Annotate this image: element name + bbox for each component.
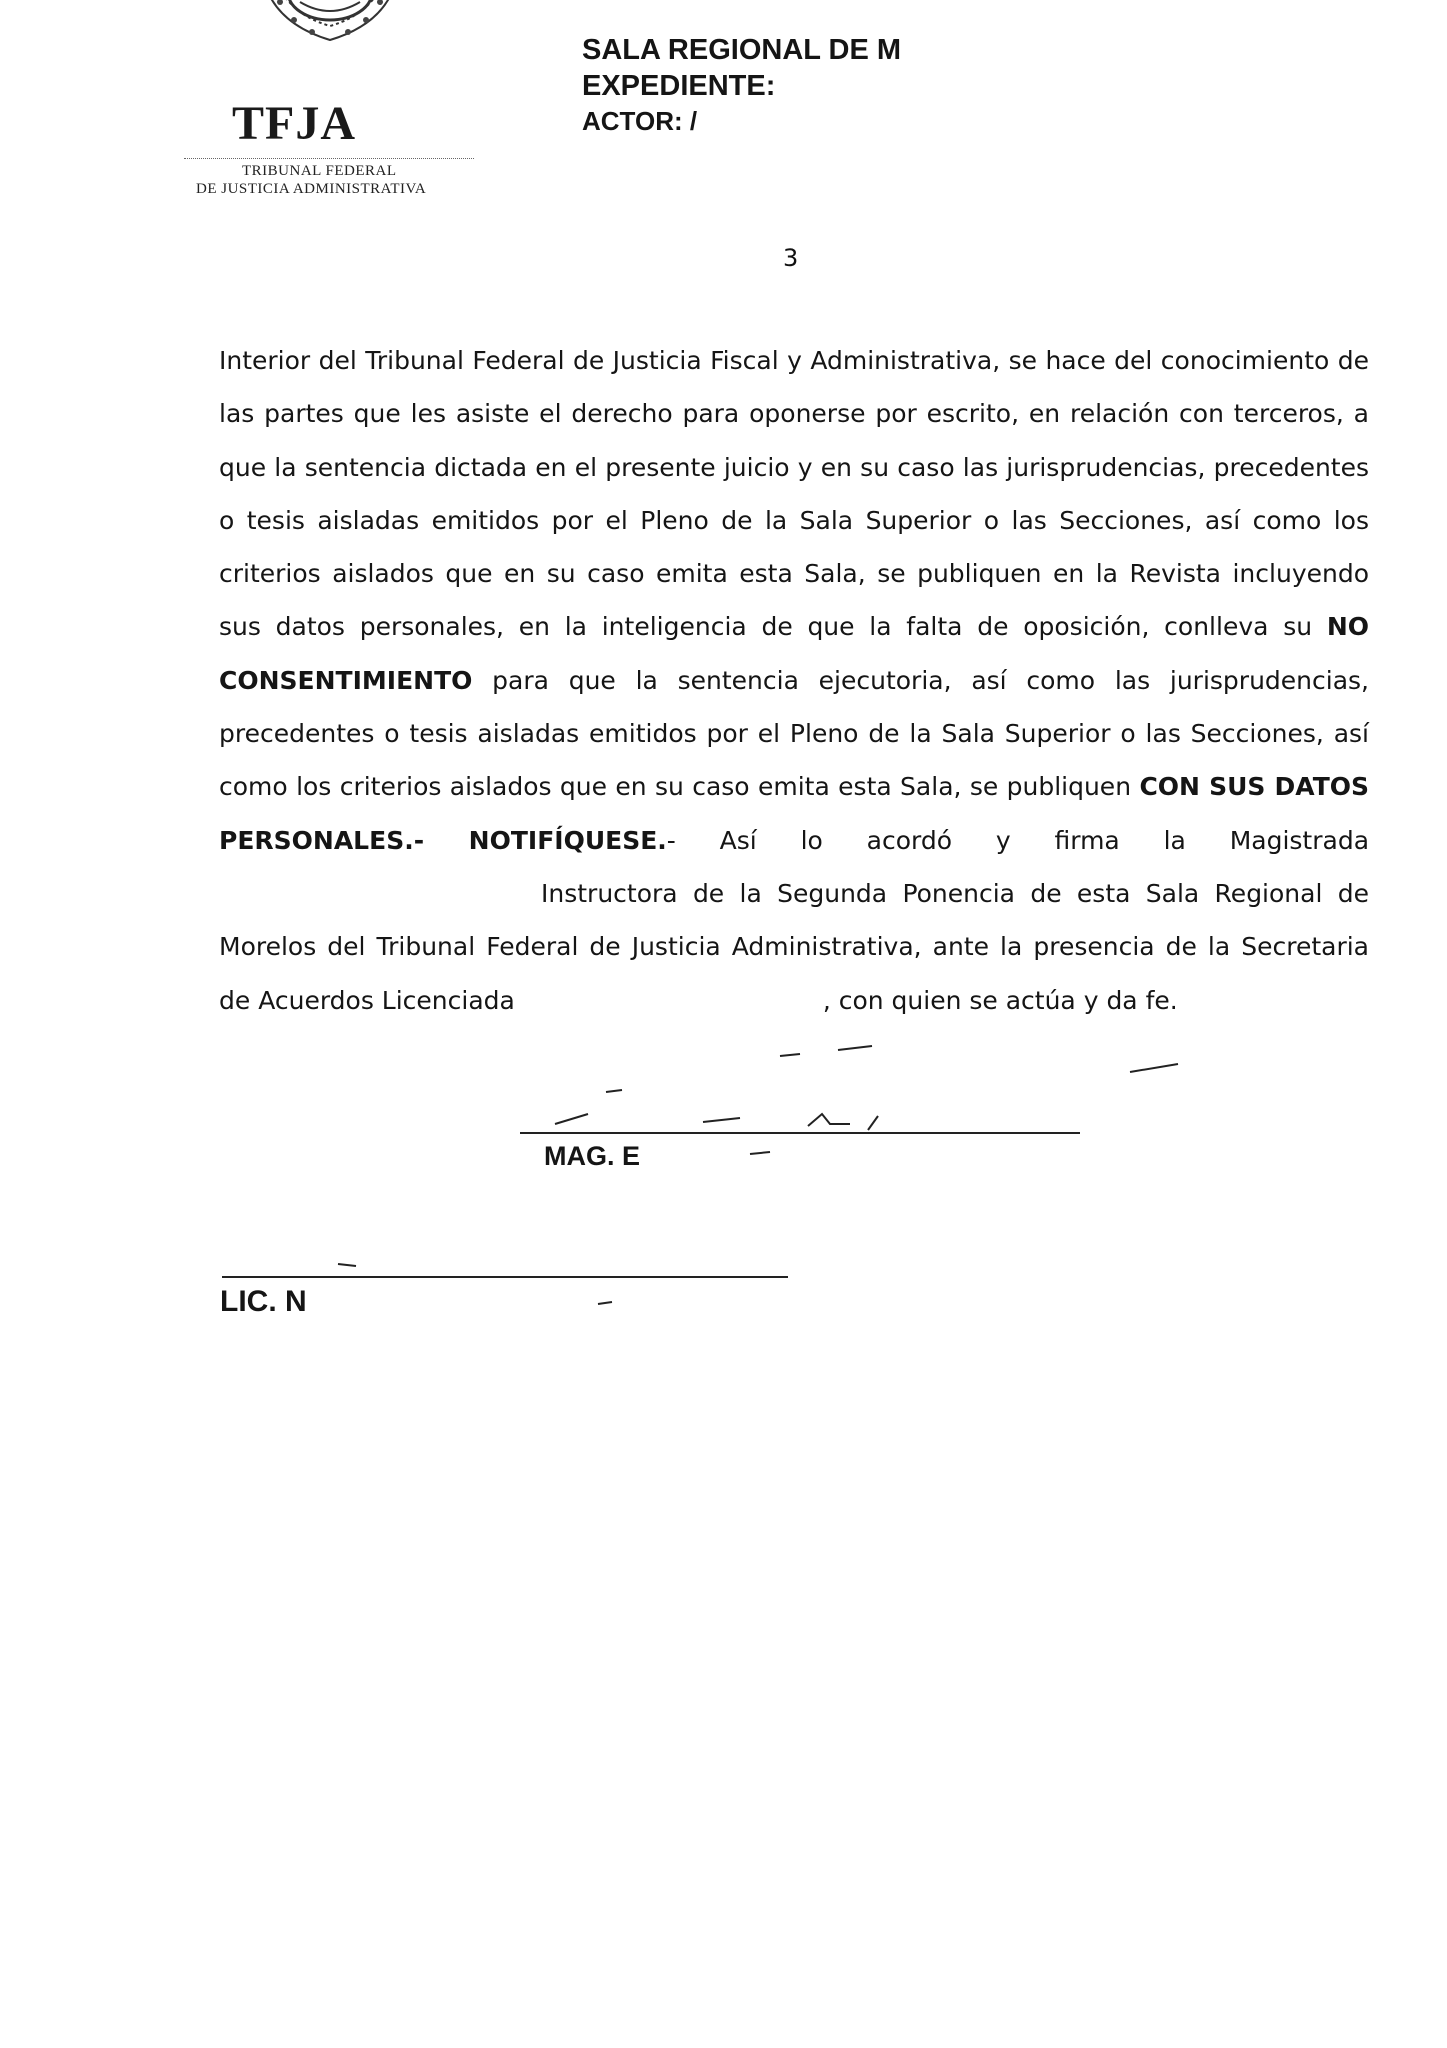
body-text-segment-3: - Así lo acordó y firma la Magistrada: [666, 825, 1370, 855]
tfja-logo: TFJA: [232, 97, 356, 150]
signature-stroke: [606, 1090, 622, 1092]
secretaria-signature-line: [222, 1276, 788, 1278]
secretaria-signature-name: LIC. N: [220, 1285, 307, 1318]
signature-stroke: [598, 1302, 612, 1304]
logo-subtitle-line1: TRIBUNAL FEDERAL: [242, 163, 397, 179]
signature-stroke: [1130, 1064, 1178, 1072]
signature-stroke: [838, 1046, 872, 1050]
body-text-segment-5: , con quien se actúa y da fe.: [822, 985, 1178, 1015]
body-text-segment-1: Interior del Tribunal Federal de Justicia Fiscal y Administrativa, se hace del conocimiento de las partes que les asiste el derecho para oponerse por escrito, en relación con terceros, a que la sentencia dictada en el presente juicio y en su caso las jurisprudencias, precedentes o tesis aisladas emitidos por el Pleno de la Sala Superior o las Secciones, así como los criterios aislados que en su caso emita esta Sala, se publiquen en la Revista incluyendo sus datos personales, en la inteligencia de que la falta de oposición, conlleva su: [219, 346, 1369, 642]
expediente-heading: EXPEDIENTE:: [582, 70, 776, 102]
signature-stroke: [808, 1114, 850, 1126]
body-text-segment-4: Instructora de la Segunda Ponencia de esta Sala Regional de Morelos del Tribunal Federal de Justicia Administrativa, ante la presencia de la Secretaria de Acuerdos Licenciada: [219, 878, 1369, 1015]
datos-personales-notifiquese-bold: CON SUS DATOS PERSONALES.- NOTIFÍQUESE.: [219, 772, 1370, 855]
sala-regional-heading: SALA REGIONAL DE M: [582, 34, 902, 66]
actor-heading: ACTOR: /: [582, 106, 698, 136]
signature-stroke: [703, 1118, 740, 1122]
body-paragraph: [219, 334, 1369, 1027]
magistrada-signature-name: MAG. E: [544, 1141, 641, 1171]
body-text-segment-2: para que la sentencia ejecutoria, así como las jurisprudencias, precedentes o tesis aisladas emitidos por el Pleno de la Sala Superior o las Secciones, así como los criterios aislados que en su caso emita esta Sala, se publiquen: [219, 665, 1370, 802]
logo-divider: [184, 158, 474, 159]
page-number: 3: [783, 244, 799, 272]
signature-stroke: [868, 1116, 878, 1130]
signature-stroke: [780, 1054, 800, 1056]
mexican-eagle-seal-icon: [250, 0, 410, 72]
signature-stroke: [555, 1114, 588, 1124]
no-consentimiento-bold: NO CONSENTIMIENTO: [219, 612, 1369, 695]
signature-stroke: [338, 1264, 356, 1266]
logo-subtitle: [196, 162, 476, 198]
signature-stroke: [750, 1152, 770, 1154]
logo-subtitle-line2: DE JUSTICIA ADMINISTRATIVA: [196, 181, 427, 197]
magistrada-signature-line: [520, 1132, 1080, 1134]
